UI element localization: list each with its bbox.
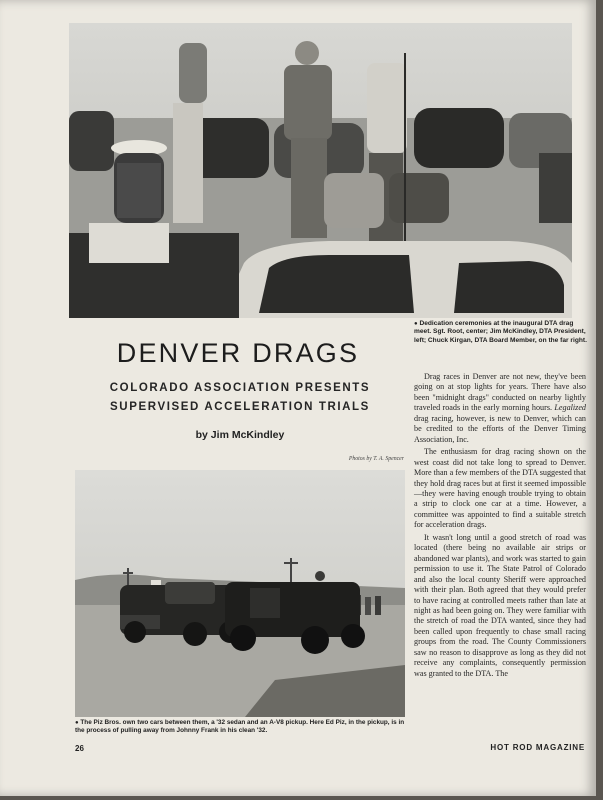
page-number: 26	[75, 744, 84, 753]
magazine-name: HOT ROD MAGAZINE	[490, 743, 585, 752]
byline: by Jim McKindley	[195, 429, 285, 441]
body-paragraph-3: It wasn't long until a good stretch of road was located (there being no available air strips or abandoned war plants), and work was started to gain permission to use it. The State Patrol of Colorado and also the local county Sheriff were approached with their plan. Both agreed that they would prefer to have racing at controlled meets rather than late at night as had been going on. They were familiar with the stretch of road the DTA wanted, since they had been called upon frequently to chase small racing groups from the road. The County Commissioners saw no reason to disapprove as long as they did not receive any complaints, consequently permission was granted to the DTA. The	[414, 532, 586, 678]
drag-race-photo	[75, 470, 405, 717]
top-photo-caption	[414, 320, 589, 345]
subhead-line-1: COLORADO ASSOCIATION PRESENTS	[109, 382, 371, 394]
bullet-icon: ●	[414, 321, 418, 327]
photo-credit: Photos by T. A. Spencer	[348, 456, 404, 462]
article-subhead	[76, 379, 404, 416]
article-headline: DENVER DRAGS	[116, 338, 360, 368]
caption-top-text: Dedication ceremonies at the inaugural DTA drag meet. Sgt. Root, center; Jim McKindley, DTA President, left; Chuck Kirgan, DTA Board Member, on the far right.	[414, 320, 587, 344]
article-body	[414, 372, 586, 679]
caption-bottom-text: The Piz Bros. own two cars between them, a '32 sedan and an A-V8 pickup. Here Ed Piz, in the pickup, is in the process of pulling away from Johnny Frank in his clean '32.	[75, 719, 405, 735]
bottom-photo-caption	[75, 719, 415, 735]
body-paragraph-1	[414, 372, 586, 445]
subhead-line-2: SUPERVISED ACCELERATION TRIALS	[110, 400, 370, 413]
body-paragraph-2: The enthusiasm for drag racing shown on the west coast did not take long to spread to Denver. More than a few members of the DTA suggested that they hold drag races but at first it seemed impossible—they were having enough trouble trying to obtain a strip to clock one car at a time. However, a committee was appointed to find a suitable stretch for acceleration drags.	[414, 447, 586, 530]
dedication-ceremony-photo	[69, 23, 572, 318]
p1-text-a: Drag races in Denver are not new, they've been going on at stop lights for years. There have also been "midnight drags" conducted on nearby lightly traveled roads in the early morning hours.	[414, 372, 586, 413]
bullet-icon: ●	[75, 720, 79, 726]
p1-emphasis: Legalized	[554, 403, 586, 413]
p1-text-b: drag racing, however, is new to Denver, which can be credited to the efforts of the Denver Timing Association, Inc.	[414, 413, 586, 444]
